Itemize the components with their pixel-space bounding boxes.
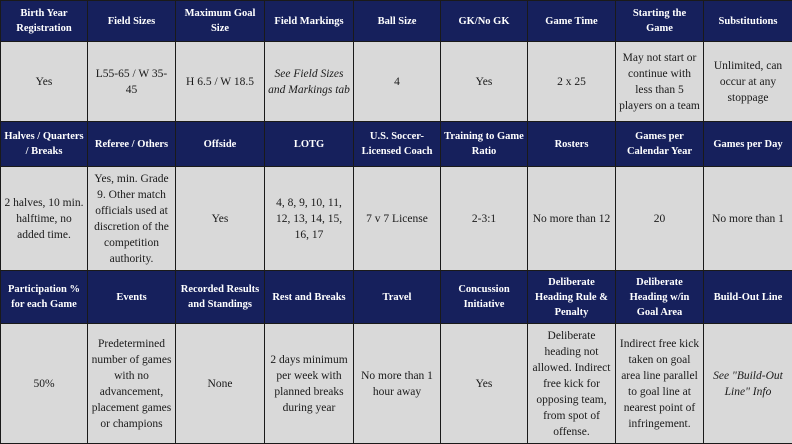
header-cell: Games per Calendar Year: [616, 122, 704, 167]
value-cell: None: [176, 324, 265, 444]
header-cell: Rest and Breaks: [265, 271, 354, 324]
value-cell: Predetermined number of games with no advancement, placement games or champions: [88, 324, 176, 444]
value-cell: Indirect free kick taken on goal area line parallel to goal line at nearest point of infringement.: [616, 324, 704, 444]
value-cell: 2 x 25: [528, 42, 616, 122]
header-cell: Concussion Initiative: [441, 271, 528, 324]
header-cell: Game Time: [528, 1, 616, 42]
header-row: [1, 122, 792, 167]
header-cell: LOTG: [265, 122, 354, 167]
value-cell: No more than 1 hour away: [354, 324, 441, 444]
header-cell: Travel: [354, 271, 441, 324]
header-cell: Field Markings: [265, 1, 354, 42]
header-row: [1, 271, 792, 324]
value-cell: 7 v 7 License: [354, 167, 441, 271]
value-cell: 50%: [1, 324, 88, 444]
value-cell: No more than 1: [704, 167, 792, 271]
header-cell: GK/No GK: [441, 1, 528, 42]
value-cell: 4, 8, 9, 10, 11, 12, 13, 14, 15, 16, 17: [265, 167, 354, 271]
header-cell: Deliberate Heading Rule & Penalty: [528, 271, 616, 324]
header-cell: Participation % for each Game: [1, 271, 88, 324]
value-cell: May not start or continue with less than 5 players on a team: [616, 42, 704, 122]
header-cell: Training to Game Ratio: [441, 122, 528, 167]
value-cell: 4: [354, 42, 441, 122]
value-cell: H 6.5 / W 18.5: [176, 42, 265, 122]
value-cell: 2 halves, 10 min. halftime, no added time.: [1, 167, 88, 271]
value-cell: Yes: [1, 42, 88, 122]
value-row: [1, 42, 792, 122]
header-cell: Offside: [176, 122, 265, 167]
header-cell: Halves / Quarters / Breaks: [1, 122, 88, 167]
header-cell: Maximum Goal Size: [176, 1, 265, 42]
value-cell: 2-3:1: [441, 167, 528, 271]
header-cell: Starting the Game: [616, 1, 704, 42]
header-cell: Deliberate Heading w/in Goal Area: [616, 271, 704, 324]
value-row: [1, 324, 792, 444]
value-cell: Unlimited, can occur at any stoppage: [704, 42, 792, 122]
header-row: [1, 1, 792, 42]
value-cell: 20: [616, 167, 704, 271]
value-cell: See Field Sizes and Markings tab: [265, 42, 354, 122]
header-cell: Ball Size: [354, 1, 441, 42]
header-cell: Events: [88, 271, 176, 324]
value-cell: Deliberate heading not allowed. Indirect free kick for opposing team, from spot of offense.: [528, 324, 616, 444]
value-row: [1, 167, 792, 271]
value-cell: No more than 12: [528, 167, 616, 271]
header-cell: Recorded Results and Standings: [176, 271, 265, 324]
header-cell: U.S. Soccer-Licensed Coach: [354, 122, 441, 167]
header-cell: Games per Day: [704, 122, 792, 167]
header-cell: Rosters: [528, 122, 616, 167]
header-cell: Referee / Others: [88, 122, 176, 167]
value-cell: 2 days minimum per week with planned breaks during year: [265, 324, 354, 444]
value-cell: See "Build-Out Line" Info: [704, 324, 792, 444]
header-cell: Substitutions: [704, 1, 792, 42]
value-cell: Yes: [441, 42, 528, 122]
value-cell: Yes: [176, 167, 265, 271]
value-cell: Yes: [441, 324, 528, 444]
header-cell: Build-Out Line: [704, 271, 792, 324]
value-cell: L55-65 / W 35-45: [88, 42, 176, 122]
value-cell: Yes, min. Grade 9. Other match officials used at discretion of the competition authority.: [88, 167, 176, 271]
header-cell: Birth Year Registration: [1, 1, 88, 42]
header-cell: Field Sizes: [88, 1, 176, 42]
